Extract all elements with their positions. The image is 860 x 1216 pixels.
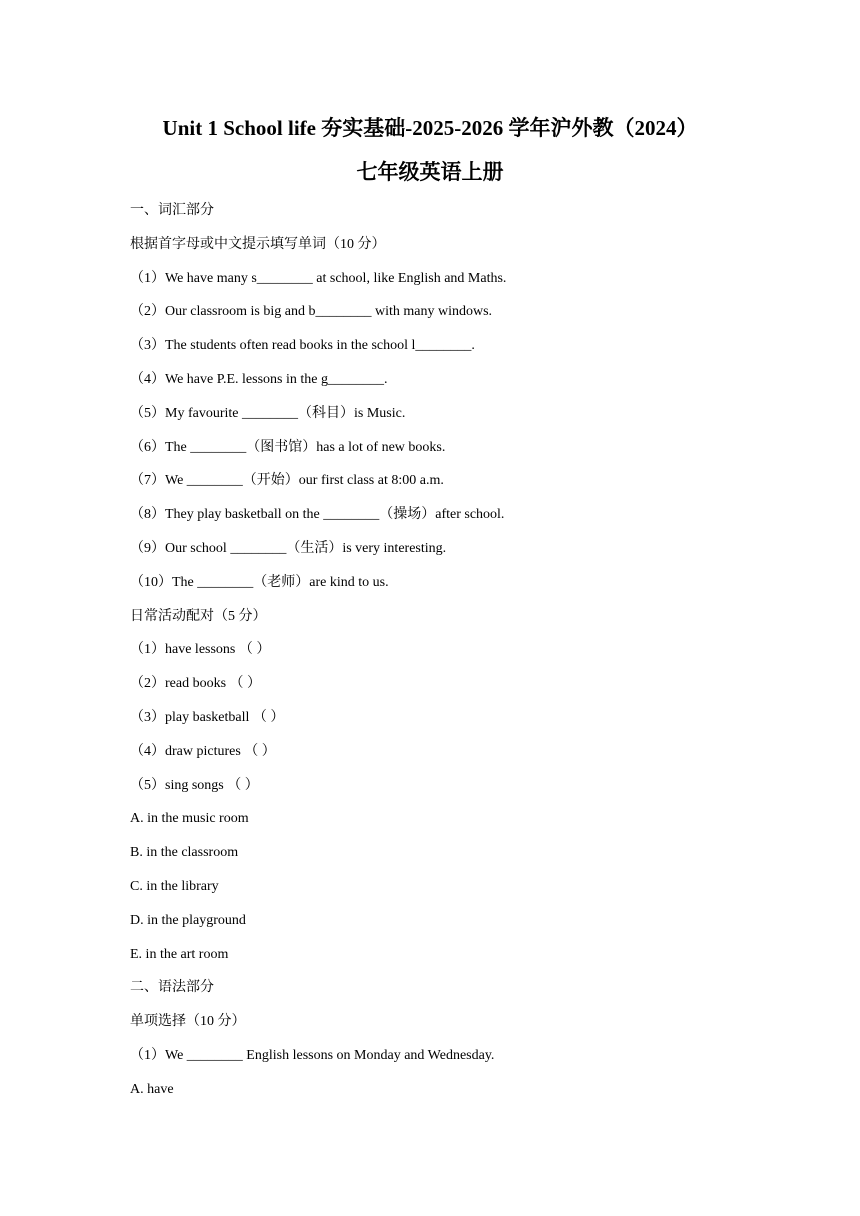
vocab-question-2: （2）Our classroom is big and b________ with many windows. (130, 304, 493, 320)
grammar-question-1: （1）We ________ English lessons on Monday and Wednesday. (130, 1047, 495, 1063)
matching-item-2: （2）read books （ ） (130, 676, 262, 692)
matching-option-e: E. in the art room (130, 946, 229, 962)
vocab-question-9: （9）Our school ________（生活）is very interesting. (130, 540, 447, 556)
grammar-option-a: A. have (130, 1081, 174, 1097)
document-body (130, 200, 770, 1113)
vocab-question-3: （3）The students often read books in the school l________. (130, 338, 475, 354)
instruction-fill-in-words: 根据首字母或中文提示填写单词（10 分） (130, 236, 386, 252)
vocab-question-7: （7）We ________（开始）our first class at 8:00 a.m. (130, 473, 444, 489)
document-title-line-2: 七年级英语上册 (356, 160, 504, 184)
vocab-question-1: （1）We have many s________ at school, like English and Maths. (130, 270, 507, 286)
instruction-multiple-choice: 单项选择（10 分） (130, 1014, 246, 1030)
matching-option-c: C. in the library (130, 878, 219, 894)
matching-item-4: （4）draw pictures （ ） (130, 743, 276, 759)
section-heading-grammar: 二、语法部分 (130, 980, 214, 996)
matching-item-5: （5）sing songs （ ） (130, 777, 259, 793)
matching-option-a: A. in the music room (130, 811, 249, 827)
matching-option-d: D. in the playground (130, 912, 246, 928)
section-heading-vocabulary: 一、词汇部分 (130, 203, 214, 218)
matching-item-1: （1）have lessons （ ） (130, 642, 271, 658)
vocab-question-4: （4）We have P.E. lessons in the g________. (130, 371, 388, 387)
vocab-question-8: （8）They play basketball on the ________（操场）after school. (130, 507, 505, 523)
matching-option-b: B. in the classroom (130, 845, 239, 861)
matching-item-3: （3）play basketball （ ） (130, 709, 285, 725)
document-title-line-1: Unit 1 School life 夯实基础-2025-2026 学年沪外教（2024） (162, 116, 698, 140)
vocab-question-5: （5）My favourite ________（科目）is Music. (130, 405, 406, 421)
vocab-question-6: （6）The ________（图书馆）has a lot of new books. (130, 439, 446, 455)
vocab-question-10: （10）The ________（老师）are kind to us. (130, 574, 389, 590)
instruction-matching: 日常活动配对（5 分） (130, 608, 267, 624)
